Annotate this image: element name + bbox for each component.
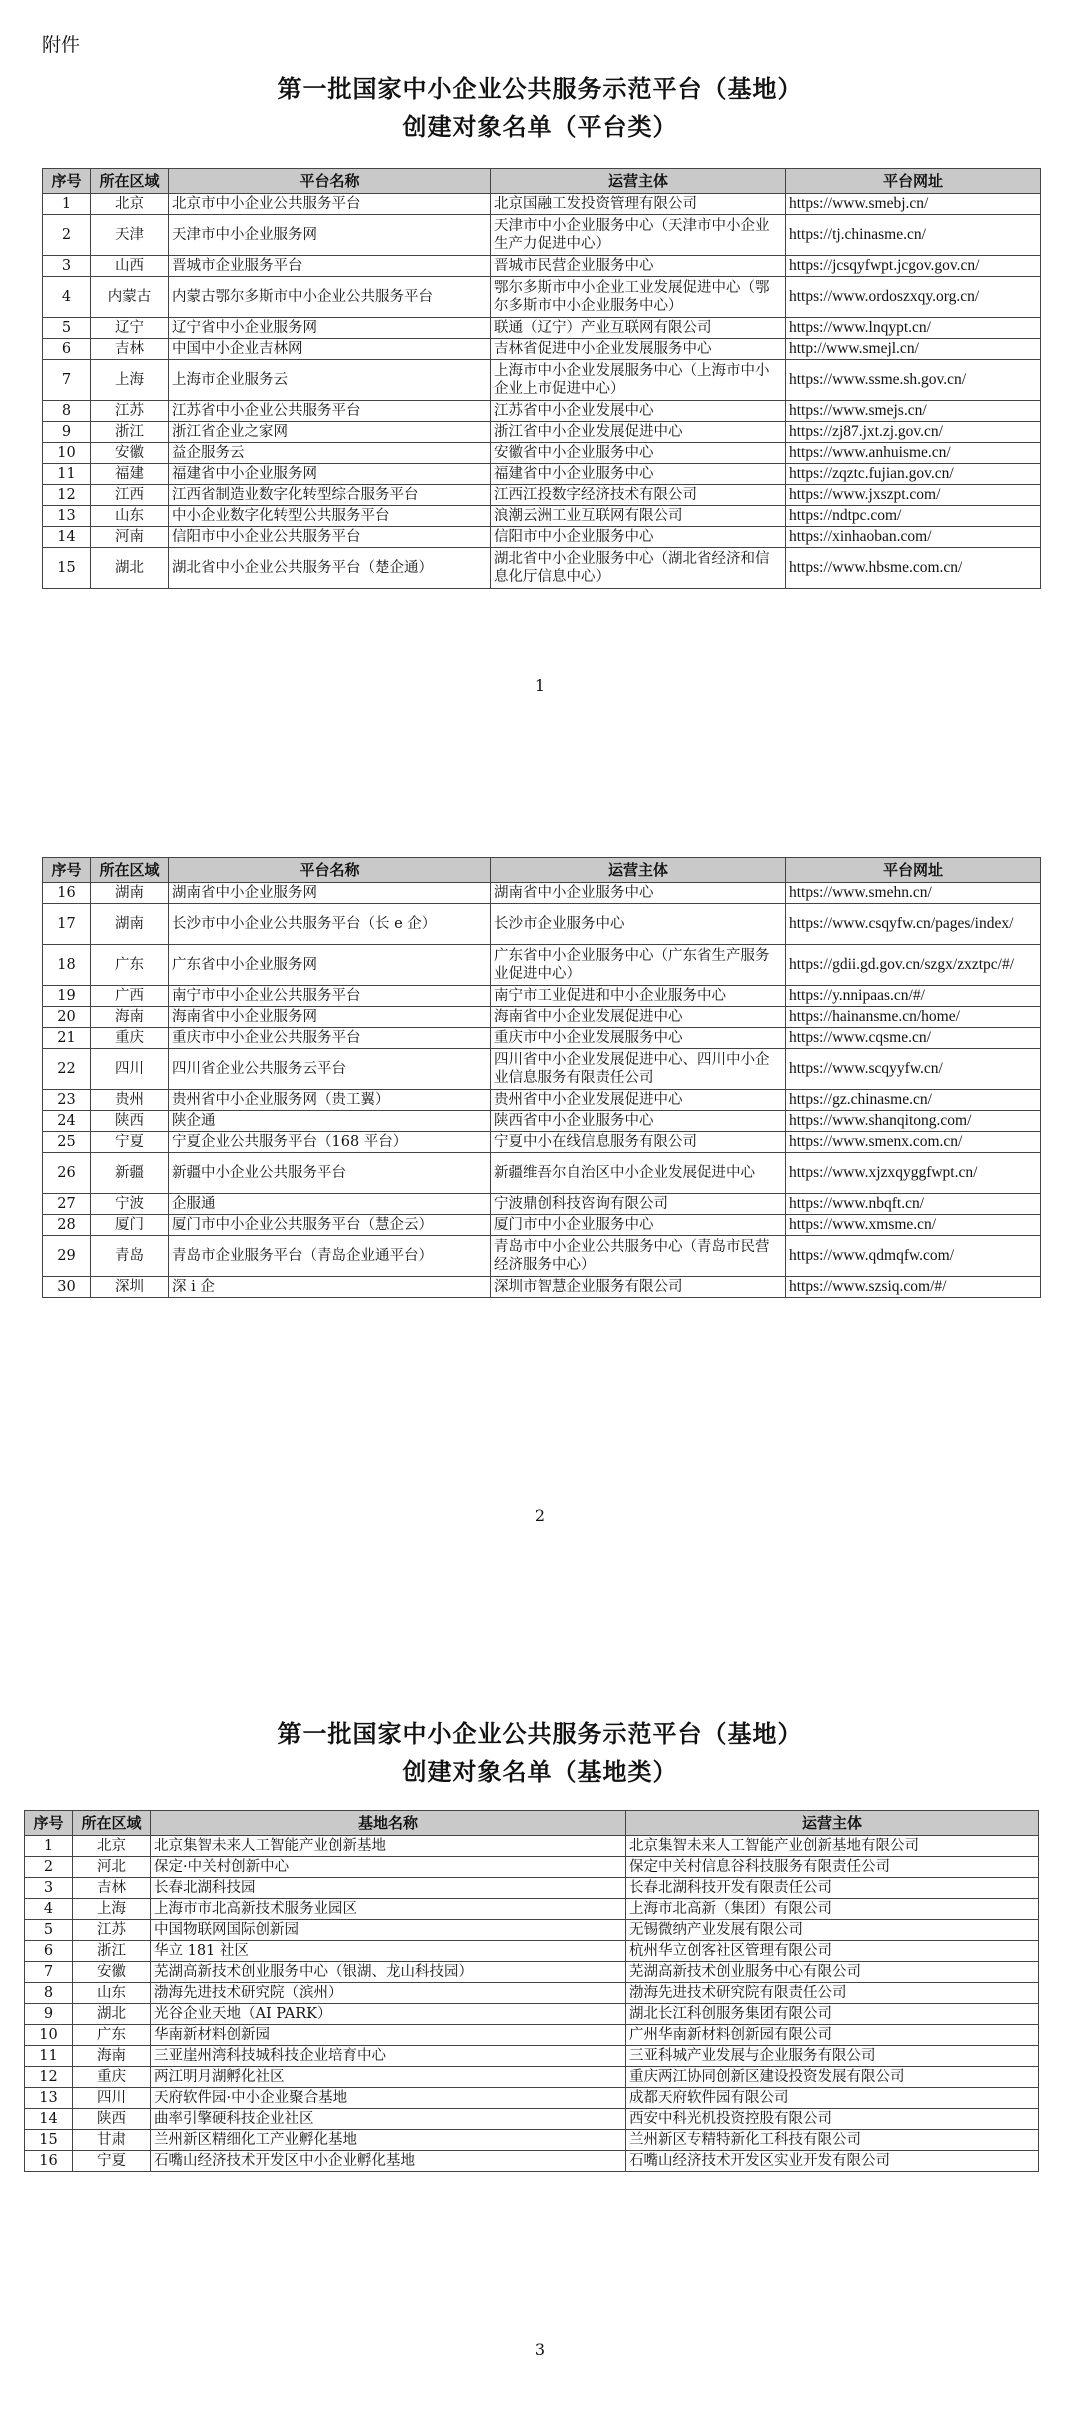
cell-index: 2 — [43, 215, 91, 256]
cell-platform-name: 企服通 — [169, 1194, 491, 1215]
platform-table-page2 — [42, 857, 1041, 1298]
col-header-index: 序号 — [25, 1811, 73, 1836]
cell-region: 广东 — [73, 2025, 151, 2046]
cell-operator: 吉林省促进中小企业发展服务中心 — [491, 339, 786, 360]
cell-base-name: 两江明月湖孵化社区 — [151, 2067, 626, 2088]
cell-index: 13 — [25, 2088, 73, 2109]
cell-operator: 广东省中小企业服务中心（广东省生产服务业促进中心） — [491, 945, 786, 986]
cell-operator: 江西江投数字经济技术有限公司 — [491, 485, 786, 506]
cell-region: 宁夏 — [91, 1132, 169, 1153]
cell-index: 13 — [43, 506, 91, 527]
table-row — [43, 256, 1041, 277]
cell-region: 山东 — [91, 506, 169, 527]
cell-operator: 湖南省中小企业服务中心 — [491, 883, 786, 904]
cell-index: 12 — [25, 2067, 73, 2088]
cell-website[interactable]: https://www.hbsme.com.cn/ — [786, 548, 1041, 589]
base-table — [24, 1810, 1039, 2172]
table-row — [43, 485, 1041, 506]
table-row — [25, 2067, 1039, 2088]
cell-index: 3 — [25, 1878, 73, 1899]
cell-operator: 上海市中小企业发展服务中心（上海市中小企业上市促进中心） — [491, 360, 786, 401]
col-header-operator: 运营主体 — [626, 1811, 1039, 1836]
cell-index: 15 — [25, 2130, 73, 2151]
cell-operator: 晋城市民营企业服务中心 — [491, 256, 786, 277]
cell-platform-name: 厦门市中小企业公共服务平台（慧企云） — [169, 1215, 491, 1236]
cell-operator: 无锡微纳产业发展有限公司 — [626, 1920, 1039, 1941]
table-row — [43, 318, 1041, 339]
cell-website[interactable]: https://ndtpc.com/ — [786, 506, 1041, 527]
cell-region: 河北 — [73, 1857, 151, 1878]
cell-operator: 广州华南新材料创新园有限公司 — [626, 2025, 1039, 2046]
platform-title-line1: 第一批国家中小企业公共服务示范平台（基地） — [277, 74, 803, 103]
cell-region: 新疆 — [91, 1153, 169, 1194]
cell-region: 宁波 — [91, 1194, 169, 1215]
cell-base-name: 长春北湖科技园 — [151, 1878, 626, 1899]
cell-platform-name: 青岛市企业服务平台（青岛企业通平台） — [169, 1236, 491, 1277]
cell-base-name: 上海市市北高新技术服务业园区 — [151, 1899, 626, 1920]
cell-index: 1 — [43, 194, 91, 215]
cell-index: 7 — [43, 360, 91, 401]
cell-website[interactable]: https://y.nnipaas.cn/#/ — [786, 986, 1041, 1007]
cell-base-name: 天府软件园·中小企业聚合基地 — [151, 2088, 626, 2109]
col-header-region: 所在区域 — [73, 1811, 151, 1836]
cell-operator: 渤海先进技术研究院有限责任公司 — [626, 1983, 1039, 2004]
page-number-1: 1 — [534, 676, 546, 695]
cell-index: 10 — [25, 2025, 73, 2046]
cell-region: 海南 — [91, 1007, 169, 1028]
cell-platform-name: 贵州省中小企业服务网（贵工翼） — [169, 1090, 491, 1111]
cell-website[interactable]: https://www.csqyfw.cn/pages/index/ — [786, 904, 1041, 945]
cell-operator: 海南省中小企业发展促进中心 — [491, 1007, 786, 1028]
cell-website[interactable]: https://gdii.gd.gov.cn/szgx/zxztpc/#/ — [786, 945, 1041, 986]
cell-region: 湖南 — [91, 883, 169, 904]
cell-platform-name: 湖北省中小企业公共服务平台（楚企通） — [169, 548, 491, 589]
table-row — [43, 1236, 1041, 1277]
cell-base-name: 华立 181 社区 — [151, 1941, 626, 1962]
cell-operator: 天津市中小企业服务中心（天津市中小企业生产力促进中心） — [491, 215, 786, 256]
cell-platform-name: 信阳市中小企业公共服务平台 — [169, 527, 491, 548]
cell-region: 浙江 — [91, 422, 169, 443]
cell-region: 上海 — [91, 360, 169, 401]
cell-region: 辽宁 — [91, 318, 169, 339]
cell-platform-name: 广东省中小企业服务网 — [169, 945, 491, 986]
cell-platform-name: 陕企通 — [169, 1111, 491, 1132]
cell-operator: 三亚科城产业发展与企业服务有限公司 — [626, 2046, 1039, 2067]
table-row — [43, 1153, 1041, 1194]
cell-platform-name: 晋城市企业服务平台 — [169, 256, 491, 277]
cell-index: 9 — [43, 422, 91, 443]
cell-region: 江苏 — [91, 401, 169, 422]
table-row — [43, 1028, 1041, 1049]
cell-platform-name: 四川省企业公共服务云平台 — [169, 1049, 491, 1090]
cell-index: 8 — [25, 1983, 73, 2004]
col-header-index: 序号 — [43, 169, 91, 194]
table-row — [43, 1194, 1041, 1215]
cell-website[interactable]: https://zqztc.fujian.gov.cn/ — [786, 464, 1041, 485]
table-row — [43, 1049, 1041, 1090]
cell-base-name: 光谷企业天地（AI PARK） — [151, 2004, 626, 2025]
cell-operator: 宁波鼎创科技咨询有限公司 — [491, 1194, 786, 1215]
cell-operator: 芜湖高新技术创业服务中心有限公司 — [626, 1962, 1039, 1983]
cell-index: 5 — [25, 1920, 73, 1941]
cell-region: 四川 — [73, 2088, 151, 2109]
table-row — [43, 506, 1041, 527]
col-header-region: 所在区域 — [91, 858, 169, 883]
cell-operator: 湖北长江科创服务集团有限公司 — [626, 2004, 1039, 2025]
cell-operator: 成都天府软件园有限公司 — [626, 2088, 1039, 2109]
cell-platform-name: 益企服务云 — [169, 443, 491, 464]
cell-platform-name: 江苏省中小企业公共服务平台 — [169, 401, 491, 422]
cell-platform-name: 深 i 企 — [169, 1277, 491, 1298]
cell-platform-name: 重庆市中小企业公共服务平台 — [169, 1028, 491, 1049]
cell-index: 21 — [43, 1028, 91, 1049]
cell-index: 11 — [25, 2046, 73, 2067]
cell-operator: 联通（辽宁）产业互联网有限公司 — [491, 318, 786, 339]
cell-website[interactable]: http://www.smejl.cn/ — [786, 339, 1041, 360]
cell-operator: 宁夏中小在线信息服务有限公司 — [491, 1132, 786, 1153]
cell-region: 宁夏 — [73, 2151, 151, 2172]
cell-base-name: 华南新材料创新园 — [151, 2025, 626, 2046]
col-header-region: 所在区域 — [91, 169, 169, 194]
base-title-line2: 创建对象名单（基地类） — [402, 1757, 678, 1786]
table-row — [25, 1983, 1039, 2004]
cell-index: 28 — [43, 1215, 91, 1236]
cell-operator: 保定中关村信息谷科技服务有限责任公司 — [626, 1857, 1039, 1878]
cell-operator: 新疆维吾尔自治区中小企业发展促进中心 — [491, 1153, 786, 1194]
cell-region: 江西 — [91, 485, 169, 506]
table-row — [43, 443, 1041, 464]
table-row — [25, 1857, 1039, 1878]
cell-region: 福建 — [91, 464, 169, 485]
cell-index: 9 — [25, 2004, 73, 2025]
cell-operator: 信阳市中小企业服务中心 — [491, 527, 786, 548]
cell-website[interactable]: https://tj.chinasme.cn/ — [786, 215, 1041, 256]
cell-index: 26 — [43, 1153, 91, 1194]
col-header-operator: 运营主体 — [491, 858, 786, 883]
cell-website[interactable]: https://www.xmsme.cn/ — [786, 1215, 1041, 1236]
table-row — [43, 401, 1041, 422]
cell-region: 上海 — [73, 1899, 151, 1920]
cell-website[interactable]: https://www.szsiq.com/#/ — [786, 1277, 1041, 1298]
cell-region: 陕西 — [91, 1111, 169, 1132]
cell-website[interactable]: https://www.xjzxqyggfwpt.cn/ — [786, 1153, 1041, 1194]
cell-website[interactable]: https://www.scqyyfw.cn/ — [786, 1049, 1041, 1090]
cell-operator: 上海市北高新（集团）有限公司 — [626, 1899, 1039, 1920]
table-row — [25, 2088, 1039, 2109]
table-row — [25, 2004, 1039, 2025]
table-row — [43, 277, 1041, 318]
page-number-3: 3 — [534, 2340, 546, 2359]
table-row — [43, 1277, 1041, 1298]
cell-index: 22 — [43, 1049, 91, 1090]
cell-region: 湖南 — [91, 904, 169, 945]
cell-index: 27 — [43, 1194, 91, 1215]
cell-index: 10 — [43, 443, 91, 464]
cell-operator: 陕西省中小企业服务中心 — [491, 1111, 786, 1132]
cell-website[interactable]: https://www.anhuisme.cn/ — [786, 443, 1041, 464]
cell-platform-name: 上海市企业服务云 — [169, 360, 491, 401]
table-row — [25, 1941, 1039, 1962]
table-row — [43, 1111, 1041, 1132]
cell-region: 山东 — [73, 1983, 151, 2004]
cell-website[interactable]: https://www.shanqitong.com/ — [786, 1111, 1041, 1132]
cell-website[interactable]: https://www.smenx.com.cn/ — [786, 1132, 1041, 1153]
cell-website[interactable]: https://hainansme.cn/home/ — [786, 1007, 1041, 1028]
cell-operator: 鄂尔多斯市中小企业工业发展促进中心（鄂尔多斯市中小企业服务中心） — [491, 277, 786, 318]
cell-region: 重庆 — [91, 1028, 169, 1049]
cell-index: 5 — [43, 318, 91, 339]
cell-index: 29 — [43, 1236, 91, 1277]
cell-index: 18 — [43, 945, 91, 986]
cell-index: 24 — [43, 1111, 91, 1132]
cell-operator: 西安中科光机投资控股有限公司 — [626, 2109, 1039, 2130]
col-header-operator: 运营主体 — [491, 169, 786, 194]
cell-region: 内蒙古 — [91, 277, 169, 318]
table-row — [25, 1899, 1039, 1920]
cell-operator: 南宁市工业促进和中小企业服务中心 — [491, 986, 786, 1007]
cell-region: 贵州 — [91, 1090, 169, 1111]
cell-platform-name: 福建省中小企业服务网 — [169, 464, 491, 485]
cell-index: 3 — [43, 256, 91, 277]
cell-operator: 兰州新区专精特新化工科技有限公司 — [626, 2130, 1039, 2151]
platform-title-line2: 创建对象名单（平台类） — [402, 112, 678, 141]
cell-region: 陕西 — [73, 2109, 151, 2130]
cell-index: 6 — [25, 1941, 73, 1962]
col-header-website: 平台网址 — [786, 169, 1041, 194]
table-row — [25, 2025, 1039, 2046]
cell-index: 6 — [43, 339, 91, 360]
cell-website[interactable]: https://www.jxszpt.com/ — [786, 485, 1041, 506]
table-row — [43, 527, 1041, 548]
cell-platform-name: 江西省制造业数字化转型综合服务平台 — [169, 485, 491, 506]
cell-index: 4 — [25, 1899, 73, 1920]
cell-base-name: 中国物联网国际创新园 — [151, 1920, 626, 1941]
cell-index: 15 — [43, 548, 91, 589]
cell-base-name: 兰州新区精细化工产业孵化基地 — [151, 2130, 626, 2151]
cell-operator: 浪潮云洲工业互联网有限公司 — [491, 506, 786, 527]
cell-platform-name: 北京市中小企业公共服务平台 — [169, 194, 491, 215]
cell-operator: 浙江省中小企业发展促进中心 — [491, 422, 786, 443]
cell-region: 河南 — [91, 527, 169, 548]
cell-platform-name: 辽宁省中小企业服务网 — [169, 318, 491, 339]
table-row — [43, 548, 1041, 589]
cell-platform-name: 湖南省中小企业服务网 — [169, 883, 491, 904]
cell-platform-name: 新疆中小企业公共服务平台 — [169, 1153, 491, 1194]
table-row — [25, 1962, 1039, 1983]
cell-platform-name: 浙江省企业之家网 — [169, 422, 491, 443]
cell-operator: 重庆市中小企业发展服务中心 — [491, 1028, 786, 1049]
cell-operator: 杭州华立创客社区管理有限公司 — [626, 1941, 1039, 1962]
table-row — [25, 2109, 1039, 2130]
cell-platform-name: 天津市中小企业服务网 — [169, 215, 491, 256]
table-row — [43, 422, 1041, 443]
cell-operator: 厦门市中小企业服务中心 — [491, 1215, 786, 1236]
table-row — [43, 1132, 1041, 1153]
table-row — [43, 945, 1041, 986]
cell-region: 天津 — [91, 215, 169, 256]
cell-website[interactable]: https://www.smehn.cn/ — [786, 883, 1041, 904]
table-row — [25, 2151, 1039, 2172]
cell-region: 湖北 — [91, 548, 169, 589]
col-header-platform-name: 平台名称 — [169, 858, 491, 883]
cell-index: 19 — [43, 986, 91, 1007]
cell-index: 25 — [43, 1132, 91, 1153]
cell-region: 江苏 — [73, 1920, 151, 1941]
cell-index: 12 — [43, 485, 91, 506]
cell-base-name: 渤海先进技术研究院（滨州） — [151, 1983, 626, 2004]
table-header-row — [43, 169, 1041, 194]
cell-website[interactable]: https://www.nbqft.cn/ — [786, 1194, 1041, 1215]
cell-index: 14 — [43, 527, 91, 548]
cell-index: 14 — [25, 2109, 73, 2130]
table-row — [43, 986, 1041, 1007]
cell-region: 青岛 — [91, 1236, 169, 1277]
cell-base-name: 石嘴山经济技术开发区中小企业孵化基地 — [151, 2151, 626, 2172]
table-header-row — [43, 858, 1041, 883]
cell-website[interactable]: https://www.cqsme.cn/ — [786, 1028, 1041, 1049]
cell-index: 16 — [43, 883, 91, 904]
cell-region: 广西 — [91, 986, 169, 1007]
cell-website[interactable]: https://www.qdmqfw.com/ — [786, 1236, 1041, 1277]
table-row — [43, 194, 1041, 215]
cell-website[interactable]: https://www.ssme.sh.gov.cn/ — [786, 360, 1041, 401]
table-row — [43, 360, 1041, 401]
table-header-row — [25, 1811, 1039, 1836]
cell-platform-name: 长沙市中小企业公共服务平台（长 e 企） — [169, 904, 491, 945]
cell-operator: 青岛市中小企业公共服务中心（青岛市民营经济服务中心） — [491, 1236, 786, 1277]
cell-platform-name: 中国中小企业吉林网 — [169, 339, 491, 360]
table-row — [25, 1920, 1039, 1941]
cell-website[interactable]: https://www.smebj.cn/ — [786, 194, 1041, 215]
cell-operator: 北京国融工发投资管理有限公司 — [491, 194, 786, 215]
cell-index: 30 — [43, 1277, 91, 1298]
table-row — [43, 904, 1041, 945]
table-row — [43, 1215, 1041, 1236]
table-row — [43, 1090, 1041, 1111]
cell-website[interactable]: https://gz.chinasme.cn/ — [786, 1090, 1041, 1111]
cell-website[interactable]: https://xinhaoban.com/ — [786, 527, 1041, 548]
col-header-base-name: 基地名称 — [151, 1811, 626, 1836]
cell-operator: 长沙市企业服务中心 — [491, 904, 786, 945]
cell-region: 山西 — [91, 256, 169, 277]
base-title-line1: 第一批国家中小企业公共服务示范平台（基地） — [277, 1719, 803, 1748]
cell-operator: 江苏省中小企业发展中心 — [491, 401, 786, 422]
table-row — [43, 1007, 1041, 1028]
cell-index: 11 — [43, 464, 91, 485]
cell-region: 湖北 — [73, 2004, 151, 2025]
cell-index: 2 — [25, 1857, 73, 1878]
cell-operator: 湖北省中小企业服务中心（湖北省经济和信息化厅信息中心） — [491, 548, 786, 589]
cell-index: 7 — [25, 1962, 73, 1983]
cell-base-name: 北京集智未来人工智能产业创新基地 — [151, 1836, 626, 1857]
col-header-platform-name: 平台名称 — [169, 169, 491, 194]
table-row — [25, 1836, 1039, 1857]
cell-index: 20 — [43, 1007, 91, 1028]
cell-region: 甘肃 — [73, 2130, 151, 2151]
cell-region: 重庆 — [73, 2067, 151, 2088]
cell-region: 广东 — [91, 945, 169, 986]
cell-index: 16 — [25, 2151, 73, 2172]
cell-operator: 福建省中小企业服务中心 — [491, 464, 786, 485]
cell-operator: 四川省中小企业发展促进中心、四川中小企业信息服务有限责任公司 — [491, 1049, 786, 1090]
col-header-index: 序号 — [43, 858, 91, 883]
cell-base-name: 曲率引擎硬科技企业社区 — [151, 2109, 626, 2130]
cell-operator: 石嘴山经济技术开发区实业开发有限公司 — [626, 2151, 1039, 2172]
cell-region: 四川 — [91, 1049, 169, 1090]
cell-index: 23 — [43, 1090, 91, 1111]
cell-region: 北京 — [91, 194, 169, 215]
cell-operator: 北京集智未来人工智能产业创新基地有限公司 — [626, 1836, 1039, 1857]
cell-website[interactable]: https://www.smejs.cn/ — [786, 401, 1041, 422]
table-row — [43, 883, 1041, 904]
cell-platform-name: 内蒙古鄂尔多斯市中小企业公共服务平台 — [169, 277, 491, 318]
cell-base-name: 保定·中关村创新中心 — [151, 1857, 626, 1878]
cell-website[interactable]: https://www.lnqypt.cn/ — [786, 318, 1041, 339]
cell-region: 吉林 — [73, 1878, 151, 1899]
cell-region: 厦门 — [91, 1215, 169, 1236]
attachment-label: 附件 — [42, 34, 81, 56]
cell-region: 海南 — [73, 2046, 151, 2067]
cell-index: 17 — [43, 904, 91, 945]
table-row — [25, 2130, 1039, 2151]
table-row — [43, 339, 1041, 360]
cell-operator: 重庆两江协同创新区建设投资发展有限公司 — [626, 2067, 1039, 2088]
cell-region: 北京 — [73, 1836, 151, 1857]
page-number-2: 2 — [534, 1506, 546, 1525]
table-row — [25, 2046, 1039, 2067]
cell-website[interactable]: https://www.ordoszxqy.org.cn/ — [786, 277, 1041, 318]
cell-index: 1 — [25, 1836, 73, 1857]
cell-operator: 深圳市智慧企业服务有限公司 — [491, 1277, 786, 1298]
cell-region: 浙江 — [73, 1941, 151, 1962]
cell-website[interactable]: https://jcsqyfwpt.jcgov.gov.cn/ — [786, 256, 1041, 277]
cell-region: 安徽 — [73, 1962, 151, 1983]
cell-platform-name: 南宁市中小企业公共服务平台 — [169, 986, 491, 1007]
col-header-website: 平台网址 — [786, 858, 1041, 883]
cell-operator: 长春北湖科技开发有限责任公司 — [626, 1878, 1039, 1899]
cell-base-name: 三亚崖州湾科技城科技企业培育中心 — [151, 2046, 626, 2067]
table-row — [43, 215, 1041, 256]
cell-region: 吉林 — [91, 339, 169, 360]
cell-operator: 安徽省中小企业服务中心 — [491, 443, 786, 464]
cell-platform-name: 宁夏企业公共服务平台（168 平台） — [169, 1132, 491, 1153]
cell-operator: 贵州省中小企业发展促进中心 — [491, 1090, 786, 1111]
cell-index: 8 — [43, 401, 91, 422]
cell-website[interactable]: https://zj87.jxt.zj.gov.cn/ — [786, 422, 1041, 443]
cell-base-name: 芜湖高新技术创业服务中心（银湖、龙山科技园） — [151, 1962, 626, 1983]
cell-region: 安徽 — [91, 443, 169, 464]
table-row — [43, 464, 1041, 485]
cell-platform-name: 海南省中小企业服务网 — [169, 1007, 491, 1028]
cell-platform-name: 中小企业数字化转型公共服务平台 — [169, 506, 491, 527]
cell-region: 深圳 — [91, 1277, 169, 1298]
cell-index: 4 — [43, 277, 91, 318]
table-row — [25, 1878, 1039, 1899]
platform-table-page1 — [42, 168, 1041, 589]
